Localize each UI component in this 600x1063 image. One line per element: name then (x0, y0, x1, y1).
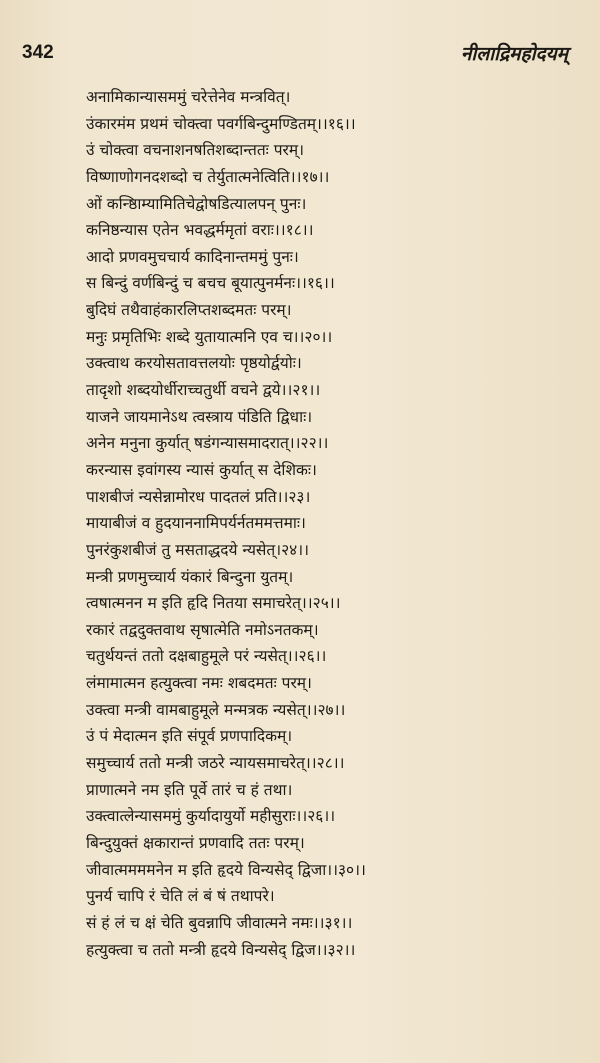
verse-line: समुच्चार्य ततो मन्त्री जठरे न्यायसमाचरेत्।।२८।। (86, 754, 345, 773)
verse-line: अनेन मनुना कुर्यात् षडंगन्यासमादरात्।।२२।। (86, 434, 329, 453)
verse-line: उंकारमंम प्रथमं चोक्त्वा पवर्गबिन्दुमण्डितम्।।१६।। (86, 114, 356, 133)
verse-line: जीवात्ममममनेन म इति हृदये विन्यसेद् द्विजा।।३०।। (86, 860, 366, 879)
verse-line: पुनरंकुशबीजं तु मसताद्धदये न्यसेत्।२४।। (86, 540, 309, 559)
verse-line: उक्त्वात्लेन्यासममुं कुर्यादायुर्यो महीसुराः।।२६।। (86, 807, 336, 826)
verse-line: स बिन्दुं वर्णबिन्दुं च बचच बूयात्पुनर्मनः।।१६।। (86, 274, 335, 293)
verse-line: ओं कन्ष्ठिाम्यामितिचेद्वोषडित्यालपन् पुनः। (86, 194, 307, 213)
verse-line: तादृशो शब्दयोर्धीराच्चतुर्थी वचने द्वये।।२१।। (86, 381, 321, 400)
page-header (22, 42, 568, 72)
verse-line: चतुर्थयन्तं ततो दक्षबाहुमूले परं न्यसेत्।।२६।। (86, 647, 327, 666)
verse-text-block (86, 84, 566, 963)
verse-line: विष्णाणोगनदशब्दो च तेर्युतात्मनेत्विति।।१७।। (86, 167, 330, 186)
verse-line: उक्त्वा मन्त्री वामबाहुमूले मन्मत्रक न्यसेत्।।२७।। (86, 700, 346, 719)
verse-line: उक्त्वाथ करयोसतावत्तलयोः पृष्ठयोर्द्वयोः। (86, 354, 302, 373)
verse-line: करन्यास इवांगस्य न्यासं कुर्यात् स देशिकः। (86, 460, 317, 479)
verse-line: पुनर्य चापि रं चेति लं बं षं तथापरे। (86, 887, 275, 906)
verse-line: उं चोक्त्वा वचनाशनषतिशब्दान्ततः परम्। (86, 141, 305, 160)
verse-line: कनिष्ठन्यास एतेन भवद्धर्ममृतां वराः।।१८।। (86, 221, 314, 240)
verse-line: हत्युक्त्वा च ततो मन्त्री हृदये विन्यसेद् द्विज।।३२।। (86, 940, 356, 959)
verse-line: याजने जायमानेऽथ त्वस्त्राय पंडिति द्विधाः। (86, 407, 313, 426)
verse-line: अनामिकान्यासममुं चरेत्तेनेव मन्त्रवित्। (86, 88, 291, 106)
verse-line: मनुः प्रमृतिभिः शब्दे युतायात्मनि एव च।।२०।। (86, 327, 333, 346)
running-title: नीलाद्रिमहोदयम् (460, 43, 568, 65)
page-number: 342 (22, 42, 54, 63)
verse-line: बिन्दुयुक्तं क्षकारान्तं प्रणवादि ततः परम्। (86, 833, 305, 852)
verse-line: मन्त्री प्रणमुच्चार्य यंकारं बिन्दुना युतम्। (86, 567, 294, 586)
verse-line: रकारं तद्वदुक्तवाथ सृषात्मेति नमोऽनतकम्। (86, 620, 319, 639)
verse-line: बुदिघं तथैवाहंकारलिप्तशब्दमतः परम्। (86, 301, 292, 320)
verse-line: आदो प्रणवमुचचार्य कादिनान्तममुं पुनः। (86, 247, 299, 266)
verse-line: सं हं लं च क्षं चेति बुवन्नापि जीवात्मने नमः।।३१।। (86, 913, 353, 932)
verse-line: प्राणात्मने नम इति पूर्वे तारं च हं तथा। (86, 780, 293, 799)
verse-line: उं पं मेदात्मन इति संपूर्व प्रणपादिकम्। (86, 727, 293, 746)
verse-line: त्वषात्मनन म इति हृदि नितया समाचरेत्।।२५।। (86, 594, 341, 613)
verse-line: लंमामात्मन हत्युक्त्वा नमः शबदमतः परम्। (86, 674, 312, 693)
verse-line: मायाबीजं व हुदयाननामिपर्यर्नतममत्तमाः। (86, 514, 306, 533)
verse-line: पाशबीजं न्यसेन्नामोरध पादतलं प्रति।।२३। (86, 487, 311, 506)
